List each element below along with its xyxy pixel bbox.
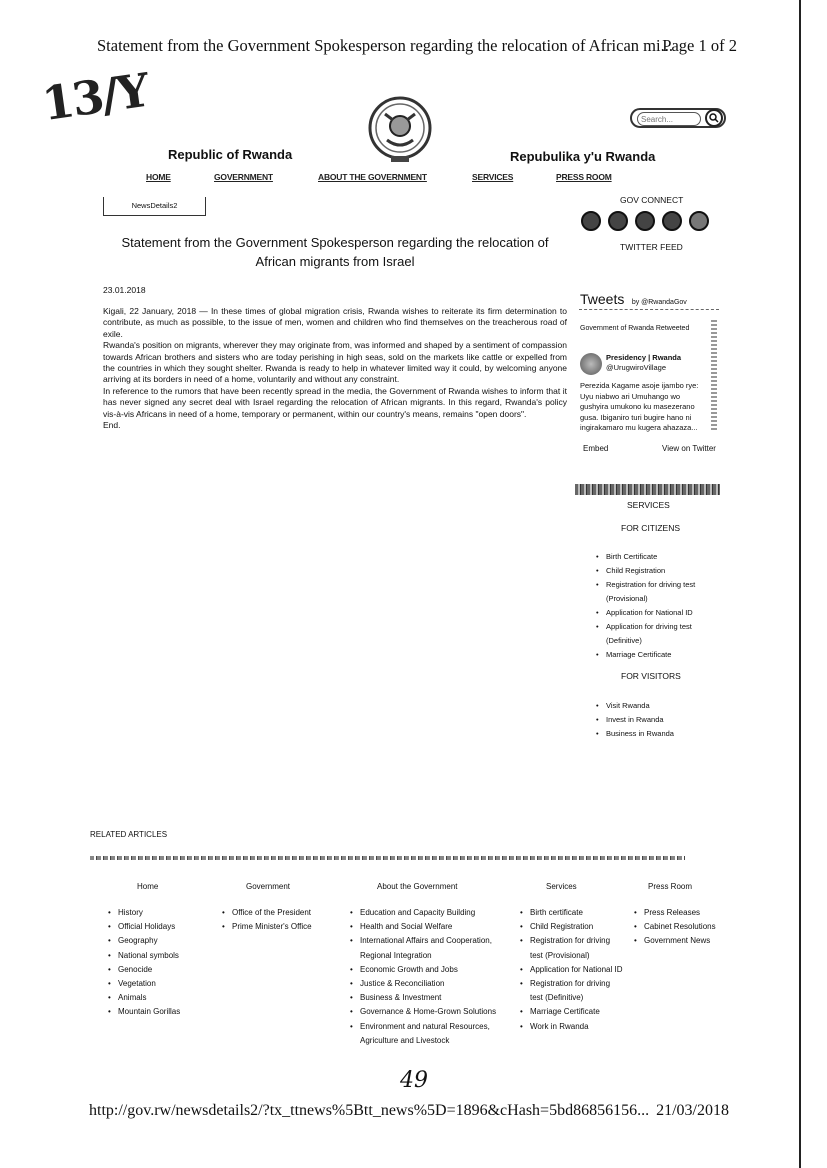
nav-about-government[interactable]: ABOUT THE GOVERNMENT <box>318 172 427 182</box>
print-footer-date: 21/03/2018 <box>656 1102 729 1119</box>
footer-link[interactable]: • Vegetation <box>108 977 204 991</box>
footer-links-government <box>222 906 332 934</box>
footer-link[interactable]: • Government News <box>634 934 734 948</box>
embed-link[interactable]: Embed <box>583 444 609 453</box>
visitor-link[interactable]: • Visit Rwanda <box>596 699 720 713</box>
footer-heading-services[interactable]: Services <box>546 882 577 891</box>
footer-divider <box>90 856 685 860</box>
article-date: 23.01.2018 <box>103 285 146 295</box>
service-link[interactable]: • Application for National ID <box>596 606 720 620</box>
nav-home[interactable]: HOME <box>146 172 171 182</box>
service-link[interactable]: • Child Registration <box>596 564 720 578</box>
flickr-icon[interactable] <box>662 211 682 231</box>
search-box <box>630 108 726 128</box>
footer-link[interactable]: • History <box>108 906 204 920</box>
youtube-icon[interactable] <box>635 211 655 231</box>
tweet-text: Perezida Kagame asoje ijambo rye: Uyu niabwo ari Umuhango wo gushyira umukono ku masezerano gusa. Ibiganiro turi bugire hano ni ingirakamaro mu kugera ahazaza... <box>580 381 699 432</box>
footer-link[interactable]: • Economic Growth and Jobs <box>350 963 508 977</box>
footer-heading-about[interactable]: About the Government <box>377 882 458 891</box>
footer-link[interactable]: • Environment and natural Resources, Agriculture and Livestock <box>350 1020 508 1048</box>
for-visitors-heading: FOR VISITORS <box>621 671 681 681</box>
citizen-services-list <box>596 550 720 662</box>
article-end: End. <box>103 420 121 431</box>
tweets-by-link[interactable]: by @RwandaGov <box>631 299 687 306</box>
footer-link[interactable]: • National symbols <box>108 949 204 963</box>
tweet-author-name[interactable]: Presidency | Rwanda <box>606 353 682 362</box>
footer-links-press-room <box>634 906 734 949</box>
footer-link[interactable]: • Geography <box>108 934 204 948</box>
tweet-author-handle[interactable]: @UrugwiroVillage <box>606 363 666 372</box>
footer-heading-press-room[interactable]: Press Room <box>648 882 693 891</box>
twitter-feed-heading: TWITTER FEED <box>620 242 683 252</box>
search-icon <box>709 113 719 123</box>
nav-services[interactable]: SERVICES <box>472 172 514 182</box>
article-paragraph: Kigali, 22 January, 2018 — In these times of global migration crisis, Rwanda wishes to reiterate its firm determination to contribute, as much as possible, to the issue of men, women and children who find themselves on the treacherous road of exile. <box>103 306 567 339</box>
nav-government[interactable]: GOVERNMENT <box>214 172 273 182</box>
visitor-link[interactable]: • Business in Rwanda <box>596 727 720 741</box>
gov-connect-heading: GOV CONNECT <box>620 195 684 205</box>
tweets-header <box>580 291 687 309</box>
print-footer-url: http://gov.rw/newsdetails2/?tx_ttnews%5Btt_news%5D=1896&cHash=5bd86856156... <box>89 1102 650 1119</box>
article-paragraph: In reference to the rumors that have been recently spread in the media, the Government of Rwanda wishes to inform that it has never signed any secret deal with Israel regarding the relocation of African migrants. In this regard, Rwanda's policy vis-à-vis Africans in need of a home, temporary or permanent, within our country's means, remains "open doors". <box>103 385 567 419</box>
footer-link[interactable]: • Official Holidays <box>108 920 204 934</box>
footer-link[interactable]: • Health and Social Welfare <box>350 920 508 934</box>
footer-link[interactable]: • Application for National ID <box>520 963 624 977</box>
footer-link[interactable]: • Cabinet Resolutions <box>634 920 734 934</box>
footer-link[interactable]: • Registration for driving test (Definitive) <box>520 977 624 1005</box>
page-indicator: Page 1 of 2 <box>662 36 737 55</box>
tweet-avatar[interactable] <box>580 353 602 375</box>
footer-links-home <box>108 906 204 1020</box>
nav-press-room[interactable]: PRESS ROOM <box>556 172 612 182</box>
search-input[interactable] <box>637 112 701 126</box>
brand-name-rw[interactable]: Repubulika y'u Rwanda <box>510 149 656 164</box>
article-body <box>103 306 567 431</box>
footer-link[interactable]: • Justice & Reconciliation <box>350 977 508 991</box>
service-link[interactable]: • Birth Certificate <box>596 550 720 564</box>
for-citizens-heading: FOR CITIZENS <box>621 523 681 533</box>
footer-links-services <box>520 906 624 1034</box>
footer-link[interactable]: • Press Releases <box>634 906 734 920</box>
visitor-link[interactable]: • Invest in Rwanda <box>596 713 720 727</box>
service-link[interactable]: • Marriage Certificate <box>596 648 720 662</box>
footer-link[interactable]: • Animals <box>108 991 204 1005</box>
footer-link[interactable]: • Governance & Home-Grown Solutions <box>350 1005 508 1019</box>
footer-link[interactable]: • Office of the President <box>222 906 332 920</box>
footer-link[interactable]: • Education and Capacity Building <box>350 906 508 920</box>
visitor-services-list <box>596 699 720 741</box>
footer-link[interactable]: • Child Registration <box>520 920 624 934</box>
service-link[interactable]: • Registration for driving test (Provisional) <box>596 578 720 606</box>
handwritten-page-number: 49 <box>400 1068 428 1093</box>
footer-link[interactable]: • Mountain Gorillas <box>108 1005 204 1019</box>
tweets-divider <box>579 309 719 310</box>
sidebar-banner[interactable] <box>575 484 720 495</box>
article-title: Statement from the Government Spokesperson regarding the relocation of African migrants from Israel <box>121 235 549 269</box>
facebook-icon[interactable] <box>581 211 601 231</box>
view-on-twitter-link[interactable]: View on Twitter <box>662 444 716 453</box>
twitter-icon[interactable] <box>608 211 628 231</box>
footer-heading-government[interactable]: Government <box>246 882 291 891</box>
footer-link[interactable]: • International Affairs and Cooperation, Regional Integration <box>350 934 508 962</box>
search-button[interactable] <box>705 109 723 127</box>
footer-link[interactable]: • Marriage Certificate <box>520 1005 624 1019</box>
footer-heading-home[interactable]: Home <box>137 882 159 891</box>
print-header-title: Statement from the Government Spokesperson regarding the relocation of African mi... <box>97 36 673 55</box>
article-paragraph: Rwanda's position on migrants, wherever they may originate from, was informed and shaped by a sentiment of compassion towards African brothers and sisters who are today perishing in high seas, sold on the markets like cattle or expelled from the countries in which they sought shelter. Rwanda is ready to help in whatever limited way it could, by welcoming anyone arriving at its borders in need of a home, voluntarily and without any constraint. <box>103 340 567 385</box>
service-link[interactable]: • Application for driving test (Definitive) <box>596 620 720 648</box>
rwanda-coat-of-arms-logo[interactable] <box>365 94 435 166</box>
services-heading: SERVICES <box>627 500 670 510</box>
tweets-scrollbar[interactable] <box>711 320 717 430</box>
footer-links-about <box>350 906 508 1048</box>
retweeted-label: Government of Rwanda Retweeted <box>580 325 690 332</box>
related-articles-heading: RELATED ARTICLES <box>90 830 168 839</box>
footer-link[interactable]: • Registration for driving test (Provisional) <box>520 934 624 962</box>
footer-link[interactable]: • Prime Minister's Office <box>222 920 332 934</box>
breadcrumb[interactable]: NewsDetails2 <box>103 197 206 216</box>
footer-link[interactable]: • Birth certificate <box>520 906 624 920</box>
handwritten-mark: 13/Y <box>38 62 151 132</box>
footer-link[interactable]: • Genocide <box>108 963 204 977</box>
page-edge-rule <box>799 0 801 1168</box>
social-icons <box>579 211 719 233</box>
brand-name-en[interactable]: Republic of Rwanda <box>168 147 293 162</box>
rss-icon[interactable] <box>689 211 709 231</box>
footer-link[interactable]: • Work in Rwanda <box>520 1020 624 1034</box>
tweets-title: Tweets <box>580 291 625 307</box>
footer-link[interactable]: • Business & Investment <box>350 991 508 1005</box>
tweet-author[interactable] <box>606 353 681 373</box>
